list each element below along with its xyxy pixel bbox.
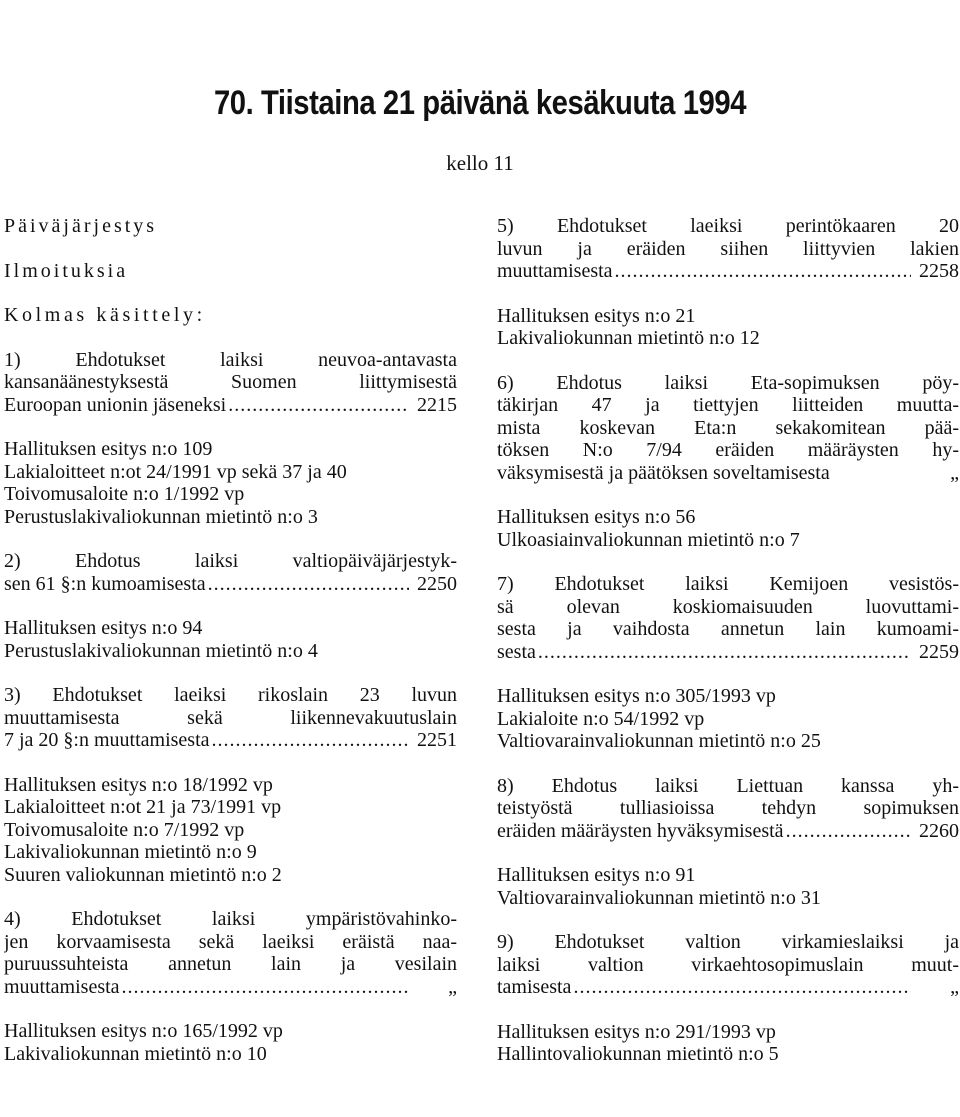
- reference-line: Lakivaliokunnan mietintö n:o 10: [4, 1042, 267, 1065]
- item-page-entry: [4, 976, 457, 999]
- reference-line: Hallituksen esitys n:o 56: [497, 506, 696, 528]
- agenda-item-8: [497, 775, 959, 910]
- right-column: [497, 215, 959, 1066]
- item-page-entry: [497, 820, 959, 843]
- item-text-line: sä olevan koskiomaisuuden luovuttami-: [497, 595, 959, 618]
- item-text-line: väksymisestä ja päätöksen soveltamisesta: [497, 461, 830, 484]
- item-text-line: täkirjan 47 ja tiettyjen liitteiden muutta-: [497, 394, 959, 416]
- dot-leader: [573, 976, 911, 999]
- item-text-line: muuttamisesta: [4, 975, 120, 998]
- agenda-item-3: [4, 684, 457, 886]
- dot-leader: [212, 729, 409, 752]
- agenda-item-6: [497, 372, 959, 552]
- page-number: „: [448, 975, 457, 998]
- item-text-line: 8) Ehdotus laiksi Liettuan kanssa yh-: [497, 774, 959, 797]
- reference-line: Lakialoitteet n:ot 24/1991 vp sekä 37 ja 40: [4, 460, 347, 483]
- agenda-heading: Päiväjärjestys: [4, 215, 158, 237]
- dot-leader: [538, 641, 911, 664]
- reference-line: Lakialoitteet n:ot 21 ja 73/1991 vp: [4, 796, 282, 818]
- reference-line: Lakivaliokunnan mietintö n:o 12: [497, 327, 760, 349]
- reference-line: Hallituksen esitys n:o 94: [4, 617, 203, 639]
- item-text-line: teistyöstä tulliasioissa tehdyn sopimuksen: [497, 797, 959, 819]
- item-page-entry: [497, 462, 959, 485]
- item-page-entry: [4, 729, 457, 752]
- item-text-line: kansanäänestyksestä Suomen liittymisestä: [4, 371, 457, 393]
- agenda-item-5: [497, 215, 959, 350]
- item-text-line: 6) Ehdotus laiksi Eta-sopimuksen pöy-: [497, 371, 959, 394]
- page-number: 2251: [417, 729, 457, 751]
- item-page-entry: [497, 260, 959, 283]
- reference-line: Hallituksen esitys n:o 18/1992 vp: [4, 773, 273, 796]
- reference-line: Toivomusaloite n:o 1/1992 vp: [4, 483, 245, 505]
- item-text-line: 7) Ehdotukset laiksi Kemijoen vesistös-: [497, 573, 959, 595]
- item-page-entry: [4, 394, 457, 417]
- item-text-line: 1) Ehdotukset laiksi neuvoa-antavasta: [4, 348, 457, 371]
- item-text-line: 3) Ehdotukset laeiksi rikoslain 23 luvun: [4, 684, 457, 706]
- page-title: 70. Tiistaina 21 päivänä kesäkuuta 1994: [213, 84, 747, 122]
- item-text-line: jen korvaamisesta sekä laeiksi eräistä naa-: [4, 930, 457, 953]
- third-reading-heading: Kolmas käsittely:: [4, 304, 206, 326]
- session-time: kello 11: [446, 151, 514, 175]
- item-text-line: muuttamisesta: [497, 260, 613, 282]
- page-number: 2258: [919, 260, 959, 282]
- page-number: „: [950, 976, 959, 998]
- item-text-line: 7 ja 20 §:n muuttamisesta: [4, 729, 210, 751]
- reference-line: Suuren valiokunnan mietintö n:o 2: [4, 863, 282, 886]
- reference-line: Hallituksen esitys n:o 91: [497, 864, 696, 886]
- item-text-line: muuttamisesta sekä liikennevakuutuslain: [4, 706, 457, 729]
- item-text-line: 2) Ehdotus laiksi valtiopäiväjärjestyk-: [4, 550, 457, 572]
- item-text-line: 4) Ehdotukset laiksi ympäristövahinko-: [4, 908, 457, 930]
- left-column: [4, 215, 457, 1065]
- item-text-line: eräiden määräysten hyväksymisestä: [497, 819, 784, 842]
- dot-leader: [228, 394, 409, 417]
- reference-line: Hallituksen esitys n:o 21: [497, 304, 696, 327]
- reference-line: Lakivaliokunnan mietintö n:o 9: [4, 841, 257, 863]
- item-text-line: töksen N:o 7/94 eräiden määräysten hy-: [497, 439, 959, 461]
- reference-line: Valtiovarainvaliokunnan mietintö n:o 25: [497, 730, 821, 752]
- reference-line: Hallituksen esitys n:o 165/1992 vp: [4, 1020, 283, 1042]
- dot-leader: [208, 573, 409, 596]
- item-text-line: sen 61 §:n kumoamisesta: [4, 572, 206, 595]
- reference-line: Ulkoasiainvaliokunnan mietintö n:o 7: [497, 528, 800, 551]
- page-number: 2260: [919, 819, 959, 842]
- item-text-line: luvun ja eräiden siihen liittyvien lakien: [497, 237, 959, 260]
- reference-line: Perustuslakivaliokunnan mietintö n:o 3: [4, 505, 318, 528]
- agenda-item-4: [4, 908, 457, 1065]
- reference-line: Hallituksen esitys n:o 305/1993 vp: [497, 685, 776, 707]
- item-text-line: Euroopan unionin jäseneksi: [4, 393, 227, 416]
- reference-line: Lakialoite n:o 54/1992 vp: [497, 707, 705, 730]
- item-text-line: laiksi valtion virkaehtosopimuslain muut-: [497, 953, 959, 976]
- item-page-entry: [497, 641, 959, 664]
- item-page-entry: [497, 976, 959, 999]
- item-text-line: 9) Ehdotukset valtion virkamieslaiksi ja: [497, 931, 959, 953]
- reference-line: Toivomusaloite n:o 7/1992 vp: [4, 818, 245, 841]
- reference-line: Perustuslakivaliokunnan mietintö n:o 4: [4, 639, 318, 662]
- agenda-item-2: [4, 550, 457, 662]
- announcements-heading: Ilmoituksia: [4, 259, 129, 282]
- agenda-item-7: [497, 573, 959, 753]
- item-text-line: sesta: [497, 640, 536, 663]
- dot-leader: [786, 820, 911, 843]
- item-text-line: 5) Ehdotukset laeiksi perintökaaren 20: [497, 215, 959, 237]
- item-text-line: tamisesta: [497, 976, 572, 998]
- dot-leader: [122, 976, 409, 999]
- reference-line: Hallituksen esitys n:o 109: [4, 438, 213, 460]
- reference-line: Hallintovaliokunnan mietintö n:o 5: [497, 1043, 779, 1065]
- agenda-item-9: [497, 931, 959, 1066]
- page-number: 2250: [417, 572, 457, 595]
- item-text-line: mista koskevan Eta:n sekakomitean pää-: [497, 416, 959, 439]
- item-text-line: sesta ja vaihdosta annetun lain kumoami-: [497, 618, 959, 640]
- item-page-entry: [4, 573, 457, 596]
- item-text-line: puruussuhteista annetun lain ja vesilain: [4, 953, 457, 975]
- reference-line: Hallituksen esitys n:o 291/1993 vp: [497, 1020, 776, 1043]
- page-number: 2259: [919, 640, 959, 663]
- page-number: „: [950, 461, 959, 484]
- agenda-item-1: [4, 349, 457, 529]
- page-number: 2215: [417, 393, 457, 416]
- dot-leader: [615, 260, 911, 283]
- reference-line: Valtiovarainvaliokunnan mietintö n:o 31: [497, 886, 821, 909]
